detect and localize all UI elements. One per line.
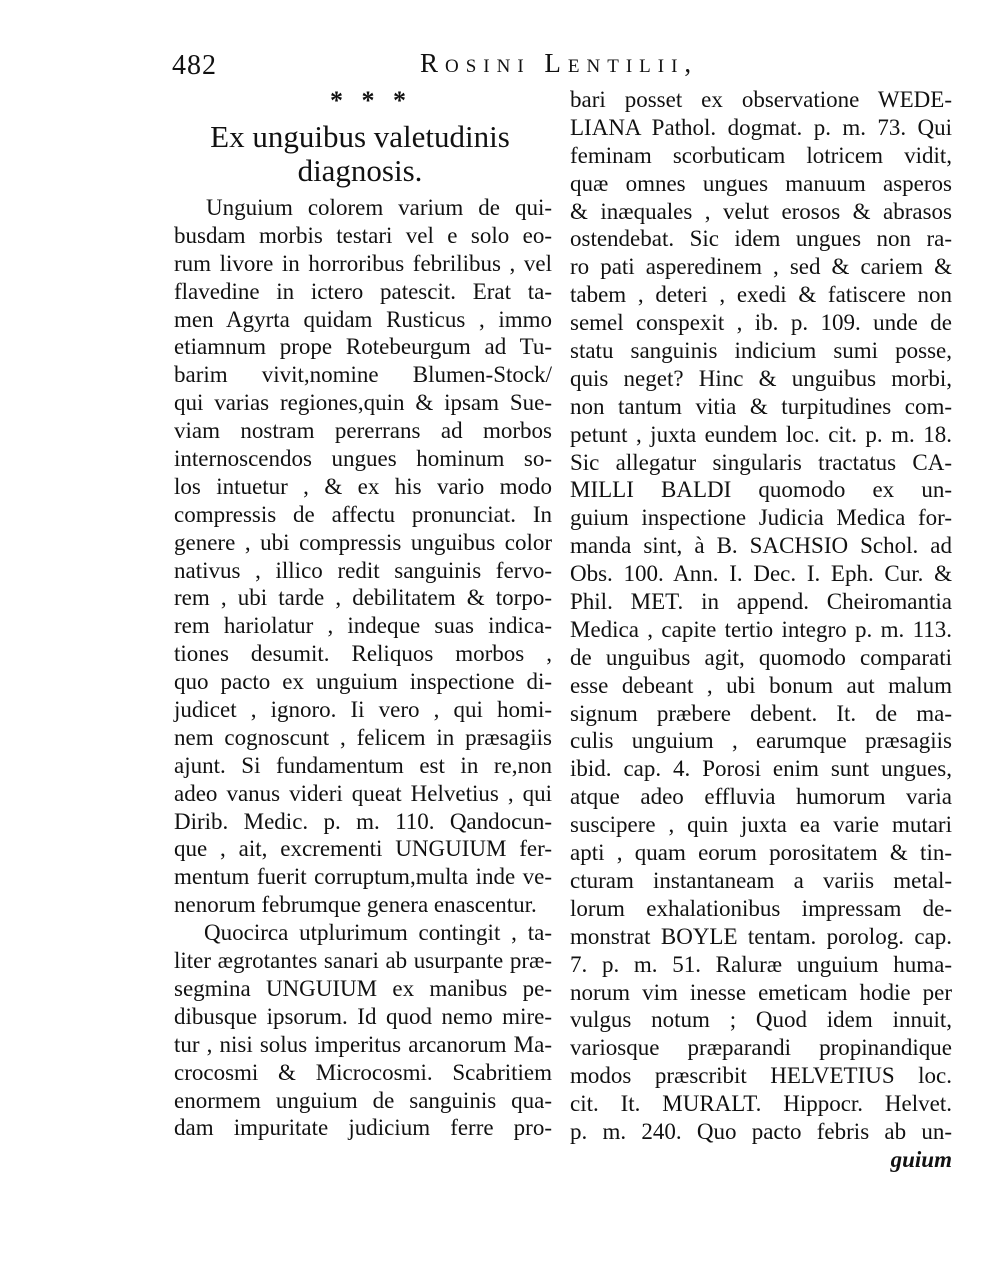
- text-line: de unguibus agit, quomodo comparati: [570, 644, 952, 670]
- text-line: nenorum februmque genera enascentur.: [174, 892, 537, 918]
- text-line: tur , nisi solus imperitus arcanorum Ma-: [174, 1031, 552, 1057]
- text-line: petunt , juxta eundem loc. cit. p. m. 18.: [570, 421, 952, 447]
- text-line: norum vim inesse emeticam hodie per: [570, 979, 952, 1005]
- text-line: non tantum vitia & turpitudines com-: [570, 393, 952, 419]
- catchword: guium: [890, 1146, 952, 1172]
- text-line: dam impuritate judicium ferre pro-: [174, 1115, 552, 1141]
- text-line: apti , quam eorum porositatem & tin-: [570, 840, 952, 866]
- text-line: quis neget? Hinc & unguibus morbi,: [570, 365, 952, 391]
- text-line: ostendebat. Sic idem ungues non ra-: [570, 226, 952, 252]
- text-line: Medica , capite tertio integro p. m. 113.: [570, 616, 952, 642]
- text-line: rem , ubi tarde , debilitatem & torpo-: [174, 585, 552, 611]
- text-line: 7. p. m. 51. Raluræ unguium huma-: [570, 951, 952, 977]
- text-line: & inæquales , velut erosos & abrasos: [570, 198, 952, 224]
- text-line: mentum fuerit corruptum,multa inde ve-: [174, 864, 552, 890]
- text-line: compressis de affectu pronunciat. In: [174, 501, 552, 527]
- text-line: statu sanguinis indicium sumi posse,: [570, 338, 952, 364]
- text-line: enormem unguium de sanguinis qua-: [174, 1087, 552, 1113]
- text-line: segmina UNGUIUM ex manibus pe-: [174, 975, 552, 1001]
- text-line: qui varias regiones,quin & ipsam Sue-: [174, 390, 552, 416]
- text-line: MILLI BALDI quomodo ex un-: [570, 477, 952, 503]
- text-line: adeo vanus videri queat Helvetius , qui: [174, 780, 552, 806]
- text-line: quo pacto ex unguium inspectione di-: [174, 669, 552, 695]
- text-line: p. m. 240. Quo pacto febris ab un-: [570, 1118, 952, 1144]
- text-line: crocosmi & Microcosmi. Scabritiem: [174, 1059, 552, 1085]
- text-line: genere , ubi compressis unguibus color: [174, 529, 552, 555]
- text-line: quæ omnes ungues manuum asperos: [570, 170, 952, 196]
- text-line: flavedine in ictero patescit. Erat ta-: [174, 278, 552, 304]
- text-line: rem hariolatur , indeque suas indica-: [174, 613, 552, 639]
- text-line: internoscendos ungues hominum so-: [174, 446, 552, 472]
- text-line: judicet , ignoro. Ii vero , qui homi-: [174, 697, 552, 723]
- left-text-column: [174, 194, 552, 1142]
- text-line: Dirib. Medic. p. m. 110. Qandocun-: [174, 808, 552, 834]
- text-line: nem cognoscunt , felicem in præsagiis: [174, 724, 552, 750]
- text-line: Obs. 100. Ann. I. Dec. I. Eph. Cur. &: [570, 561, 952, 587]
- text-line: Sic allegatur singularis tractatus CA-: [570, 449, 952, 475]
- text-line: culis unguium , earumque præsagiis: [570, 728, 952, 754]
- text-line: manda sint, à B. SACHSIO Schol. ad: [570, 533, 952, 559]
- text-line: modos præscribit HELVETIUS loc.: [570, 1063, 952, 1089]
- text-line: suscipere , quin juxta ea varie mutari: [570, 812, 952, 838]
- text-line: ro pati asperedinem , sed & cariem &: [570, 254, 952, 280]
- text-line: nativus , illico redit sanguinis fervo-: [174, 557, 552, 583]
- text-line: lorum exhalationibus impressam de-: [570, 895, 952, 921]
- text-line: viam nostram pererrans ad morbos: [174, 418, 552, 444]
- text-line: tabem , deteri , exedi & fatiscere non: [570, 282, 952, 308]
- text-line: atque adeo effluvia humorum varia: [570, 784, 952, 810]
- text-line: semel conspexit , ib. p. 109. unde de: [570, 310, 952, 336]
- text-line: ibid. cap. 4. Porosi enim sunt ungues,: [570, 756, 952, 782]
- text-line: guium inspectione Judicia Medica for-: [570, 505, 952, 531]
- text-line: Phil. MET. in append. Cheiromantia: [570, 589, 952, 615]
- text-line: Unguium colorem varium de qui-: [206, 195, 552, 220]
- text-line: LIANA Pathol. dogmat. p. m. 73. Qui: [570, 114, 952, 140]
- text-line: monstrat BOYLE tentam. porolog. cap.: [570, 923, 952, 949]
- text-line: rum livore in horroribus febrilibus , vel: [174, 250, 552, 276]
- section-title: Ex unguibus valetudinis diagnosis.: [210, 119, 510, 188]
- text-line: ajunt. Si fundamentum est in re,non: [174, 752, 552, 778]
- text-line: men Agyrta quidam Rusticus , immo: [174, 306, 552, 332]
- text-line: bari posset ex observatione WEDE-: [570, 87, 952, 112]
- text-line: liter ægrotantes sanari ab usurpante præ-: [174, 948, 552, 974]
- text-line: feminam scorbuticam lotricem vidit,: [570, 142, 952, 168]
- page-number: 482: [172, 50, 217, 81]
- text-line: dibusque ipsorum. Id quod nemo mire-: [174, 1003, 552, 1029]
- text-line: signum præbere debent. It. de ma-: [570, 700, 952, 726]
- running-head: Rosini Lentilii,: [420, 48, 699, 78]
- right-text-column: [570, 86, 952, 1174]
- text-line: etiamnum prope Rotebeurgum ad Tu-: [174, 334, 552, 360]
- text-line: cit. It. MURALT. Hippocr. Helvet.: [570, 1091, 952, 1117]
- text-line: cturam instantaneam a variis metal-: [570, 867, 952, 893]
- text-line: vulgus notum ; Quod idem innuit,: [570, 1007, 952, 1033]
- text-line: variosque præparandi propinandique: [570, 1035, 952, 1061]
- text-line: los intuetur , & ex his vario modo: [174, 473, 552, 499]
- text-line: barim vivit,nomine Blumen-Stock/: [174, 362, 552, 388]
- text-line: Quocirca utplurimum contingit , ta-: [204, 920, 552, 946]
- text-line: esse debeant , ubi bonum aut malum: [570, 672, 952, 698]
- text-line: que , ait, excrementi UNGUIUM fer-: [174, 836, 552, 862]
- section-ornament-asterisks: * * *: [330, 86, 412, 115]
- text-line: busdam morbis testari vel e solo eo-: [174, 222, 552, 248]
- text-line: tiones desumit. Reliquos morbos ,: [174, 641, 552, 667]
